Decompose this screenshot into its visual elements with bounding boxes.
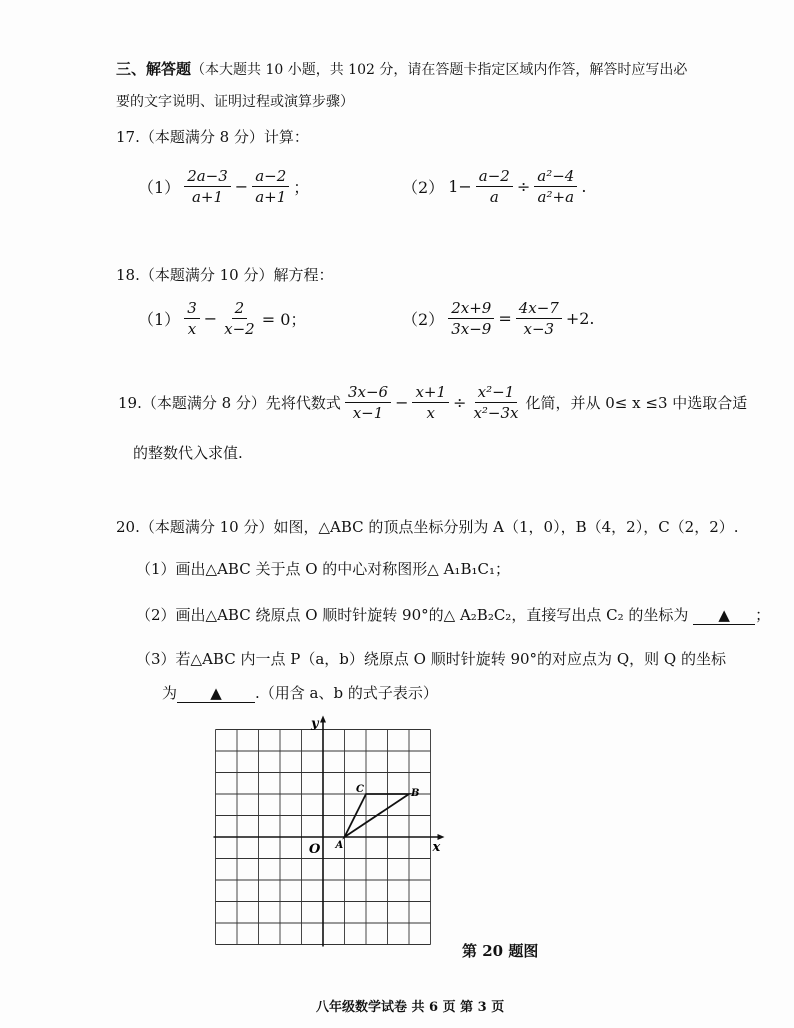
q19-div: ÷ (453, 393, 467, 412)
q17-header: 17.（本题满分 8 分）计算： (116, 128, 309, 146)
q18-p2-label: （2） (402, 310, 445, 329)
q17-p2-frac1-den: a (489, 188, 499, 206)
q17-p1-label: （1） (138, 178, 181, 197)
q19-frac1-num: 3x−6 (345, 382, 391, 403)
q17-p2-div: ÷ (516, 177, 531, 196)
q20-part2-text: （2）画出△ABC 绕原点 O 顺时针旋转 90°的△ A₂B₂C₂，直接写出点 C₂ 的坐标为 (136, 606, 689, 624)
point-c-label: C (356, 784, 364, 795)
q17-p1-frac2-num: a−2 (252, 166, 289, 187)
q18-header: 18.（本题满分 10 分）解方程： (116, 266, 334, 284)
q19-frac2-den: x (426, 404, 435, 422)
point-b-label: B (411, 788, 420, 799)
q17-p2-frac2-num: a²−4 (534, 166, 577, 187)
q18-p1-frac2-num: 2 (232, 298, 248, 319)
page-footer: 八年级数学试卷 共 6 页 第 3 页 (316, 1000, 505, 1015)
section-note-line2: 要的文字说明、证明过程或演算步骤） (116, 94, 354, 110)
q18-p1-label: （1） (138, 310, 181, 329)
q18-p1-eq: = 0； (261, 310, 307, 329)
q19-frac1-den: x−1 (352, 404, 384, 422)
q18-p2-frac1-num: 2x+9 (448, 298, 494, 319)
q20-part3-answer-blank[interactable]: ▲ (177, 684, 255, 703)
axis-y-label: y (311, 716, 319, 732)
q20-part1: （1）画出△ABC 关于点 O 的中心对称图形△ A₁B₁C₁； (136, 560, 510, 578)
q20-part3: （3）若△ABC 内一点 P（a，b）绕原点 O 顺时针旋转 90°的对应点为 Q，则 Q 的坐标 (136, 650, 726, 668)
q19-line2: 的整数代入求值. (133, 444, 243, 462)
q19-minus: − (395, 393, 409, 412)
q20-part2-end: ； (755, 606, 771, 624)
y-axis-arrow (320, 716, 326, 723)
point-a-label: A (335, 840, 344, 851)
q17-p1-frac1-den: a+1 (191, 188, 224, 206)
q20-part3-end: .（用含 a、b 的式子表示） (255, 684, 438, 702)
q17-p2-one: 1− (448, 177, 472, 196)
q17-p2-end: . (581, 177, 587, 196)
q18-p1-frac1-den: x (187, 320, 197, 338)
q19-frac3-num: x²−1 (475, 382, 518, 403)
q19-tail: 化简，并从 0≤ x ≤3 中选取合适 (525, 394, 748, 412)
axis-x-label: x (432, 840, 441, 855)
origin-label: O (309, 842, 321, 857)
q18-p2-end: +2. (565, 309, 595, 328)
section-title: 三、解答题 (116, 60, 192, 78)
q17-p1-frac2-den: a+1 (255, 188, 287, 206)
q17-p1-minus: − (234, 177, 249, 196)
figure-caption: 第 20 题图 (462, 942, 539, 960)
q18-p1-frac2-den: x−2 (224, 320, 255, 338)
q17-p2-label: （2） (402, 178, 445, 197)
q17-p1-end: ； (293, 178, 310, 197)
q18-p1-minus: − (203, 309, 218, 328)
q18-p2-frac1-den: 3x−9 (451, 320, 492, 338)
q19-lead: 19.（本题满分 8 分）先将代数式 (118, 394, 341, 412)
q17-p1-frac1-num: 2a−3 (184, 166, 231, 187)
q18-p2-frac2-num: 4x−7 (516, 298, 562, 319)
section-note-line1: （本大题共 10 小题，共 102 分，请在答题卡指定区域内作答，解答时应写出必 (191, 62, 688, 78)
q19-frac3-den: x²−3x (473, 404, 519, 422)
q20-header: 20.（本题满分 10 分）如图，△ABC 的顶点坐标分别为 A（1，0），B（4，2），C（2，2）. (116, 518, 739, 536)
q18-p1-frac1-num: 3 (184, 298, 200, 319)
q20-part2-answer-blank[interactable]: ▲ (693, 606, 755, 625)
q18-p2-frac2-den: x−3 (523, 320, 555, 338)
q17-p2-frac2-den: a²+a (537, 188, 575, 206)
q17-p2-frac1-num: a−2 (476, 166, 513, 187)
q19-frac2-num: x+1 (412, 382, 449, 403)
q20-part3-lead: 为 (162, 684, 178, 702)
q18-p2-eq: = (498, 309, 512, 328)
